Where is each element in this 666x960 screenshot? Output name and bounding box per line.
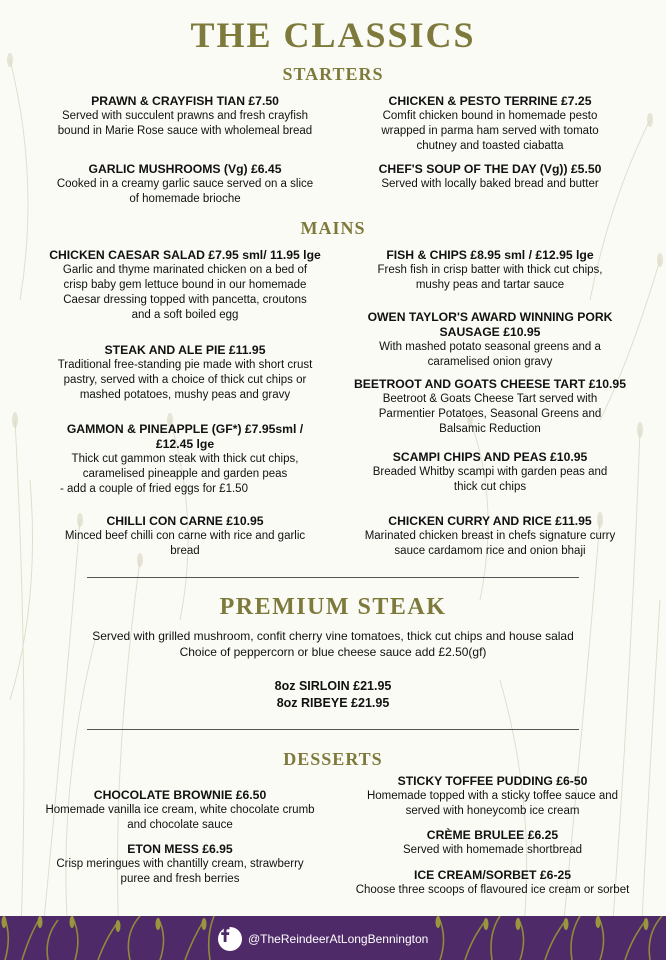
premium-steak-heading: PREMIUM STEAK: [219, 594, 447, 620]
item-name: CHICKEN CURRY AND RICE £11.95: [388, 514, 592, 528]
item-description: Marinated chicken breast in chefs signature curry: [364, 530, 616, 542]
facebook-icon: [218, 927, 242, 951]
steak-item-ribeye: 8oz RIBEYE £21.95: [276, 696, 390, 710]
item-description: Garlic and thyme marinated chicken on a bed of: [62, 264, 308, 276]
item-addon-note: - add a couple of fried eggs for £1.50: [60, 483, 248, 495]
item-description: Breaded Whitby scampi with garden peas and: [372, 466, 608, 478]
item-description: Homemade vanilla ice cream, white chocolate crumb: [45, 804, 315, 816]
item-name: PRAWN & CRAYFISH TIAN £7.50: [91, 94, 279, 108]
item-description: bound in Marie Rose sauce with wholemeal bread: [57, 125, 313, 137]
item-description: chutney and toasted ciabatta: [416, 140, 564, 152]
item-description: Balsamic Reduction: [439, 423, 541, 435]
menu-item: [345, 774, 640, 819]
item-name: CHILLI CON CARNE £10.95: [106, 514, 264, 528]
item-description: Minced beef chilli con carne with rice and garlic: [64, 530, 306, 542]
steak-item-sirloin: 8oz SIRLOIN £21.95: [274, 679, 392, 693]
item-description: Beetroot & Goats Cheese Tart served with: [382, 393, 598, 405]
item-name: SCAMPI CHIPS AND PEAS £10.95: [392, 450, 588, 464]
desserts-heading: DESSERTS: [283, 749, 383, 769]
desserts-left-column: [20, 788, 340, 888]
starters-heading: STARTERS: [282, 64, 384, 84]
item-description: Served with homemade shortbread: [403, 844, 582, 856]
item-description: Crisp meringues with chantilly cream, strawberry: [56, 858, 304, 870]
item-description: and chocolate sauce: [127, 819, 233, 831]
item-description: caramelised onion gravy: [427, 356, 553, 368]
starters-left-column: [30, 94, 340, 209]
item-description: crisp baby gem lettuce bound in our homemade: [63, 279, 307, 291]
footer-bar: [0, 916, 666, 960]
menu-item: [30, 162, 340, 207]
menu-item: [345, 162, 635, 192]
item-name: STICKY TOFFEE PUDDING £6-50: [397, 774, 588, 788]
menu-item: [20, 842, 340, 887]
item-name: GAMMON & PINEAPPLE (GF*) £7.95sml /: [66, 422, 304, 436]
item-description: Served with locally baked bread and butter: [381, 178, 599, 190]
item-description: Thick cut gammon steak with thick cut chips,: [71, 453, 299, 465]
item-name: BEETROOT AND GOATS CHEESE TART £10.95: [353, 377, 626, 391]
menu-item: [30, 343, 340, 403]
menu-item: [30, 422, 340, 497]
item-name: OWEN TAYLOR'S AWARD WINNING PORK: [367, 310, 613, 324]
item-description: Choose three scoops of flavoured ice cream or sorbet: [355, 884, 630, 896]
menu-title: THE CLASSICS: [190, 15, 476, 55]
item-description: of homemade brioche: [129, 193, 241, 205]
item-description: pastry, served with a choice of thick cut chips or: [63, 374, 307, 386]
item-name: ETON MESS £6.95: [127, 842, 233, 856]
item-description: thick cut chips: [453, 481, 527, 493]
menu-item: [30, 248, 340, 323]
item-description: mashed potatoes, mushy peas and gravy: [79, 389, 291, 401]
item-name: CRÈME BRULEE £6.25: [426, 828, 559, 842]
item-name: SAUSAGE £10.95: [439, 325, 541, 339]
menu-item: [345, 248, 635, 293]
item-description: mushy peas and tartar sauce: [415, 279, 565, 291]
item-name: CHEF'S SOUP OF THE DAY (Vg)) £5.50: [378, 162, 602, 176]
mains-right-column: [345, 248, 635, 560]
menu-item: [20, 788, 340, 833]
item-description: Served with succulent prawns and fresh crayfish: [61, 110, 309, 122]
item-description: wrapped in parma ham served with tomato: [381, 125, 599, 137]
menu-item: [345, 377, 635, 437]
item-description: and a soft boiled egg: [131, 309, 239, 321]
item-description: Caesar dressing topped with pancetta, croutons: [63, 294, 307, 306]
item-description: served with honeycomb ice cream: [405, 805, 580, 817]
item-description: bread: [170, 545, 200, 557]
item-description: Parmentier Potatoes, Seasonal Greens and: [378, 408, 602, 420]
starters-right-column: [345, 94, 635, 209]
item-name: FISH & CHIPS £8.95 sml / £12.95 lge: [386, 248, 594, 262]
item-name: ICE CREAM/SORBET £6-25: [413, 868, 572, 882]
item-description: Fresh fish in crisp batter with thick cut chips,: [377, 264, 603, 276]
steak-sauce-note: Choice of peppercorn or blue cheese sauce add £2.50(gf): [179, 645, 487, 659]
mains-left-column: [30, 248, 340, 560]
item-description: Traditional free-standing pie made with short crust: [57, 359, 313, 371]
menu-item: [30, 514, 340, 559]
item-name: STEAK AND ALE PIE £11.95: [104, 343, 266, 357]
item-description: sauce cardamom rice and onion bhaji: [394, 545, 586, 557]
item-name: CHICKEN & PESTO TERRINE £7.25: [388, 94, 592, 108]
premium-steak-details: [0, 628, 666, 660]
menu-item: [345, 310, 635, 370]
item-name: GARLIC MUSHROOMS (Vg) £6.45: [88, 162, 282, 176]
menu-item: [345, 450, 635, 495]
steak-description: Served with grilled mushroom, confit cherry vine tomatoes, thick cut chips and house salad: [92, 629, 574, 643]
menu-item: [345, 868, 640, 898]
menu-item: [345, 514, 635, 559]
section-divider: [87, 577, 579, 578]
item-description: puree and fresh berries: [120, 873, 240, 885]
item-description: Comfit chicken bound in homemade pesto: [382, 110, 598, 122]
item-name: £12.45 lge: [155, 437, 215, 451]
premium-steak-items: [0, 678, 666, 712]
facebook-handle: @TheReindeerAtLongBennington: [248, 932, 429, 946]
menu-item: [345, 828, 640, 858]
item-description: With mashed potato seasonal greens and a: [379, 341, 601, 353]
facebook-link[interactable]: [218, 926, 428, 952]
item-name: CHICKEN CAESAR SALAD £7.95 sml/ 11.95 lge: [49, 248, 321, 262]
menu-item: [345, 94, 635, 154]
item-description: Homemade topped with a sticky toffee sauce and: [366, 790, 619, 802]
mains-heading: MAINS: [300, 218, 366, 238]
menu-item: [30, 94, 340, 139]
item-name: CHOCOLATE BROWNIE £6.50: [93, 788, 267, 802]
desserts-right-column: [345, 774, 640, 899]
item-description: Cooked in a creamy garlic sauce served on a slice: [56, 178, 314, 190]
section-divider: [87, 729, 579, 730]
item-description: caramelised pineapple and garden peas: [82, 468, 288, 480]
